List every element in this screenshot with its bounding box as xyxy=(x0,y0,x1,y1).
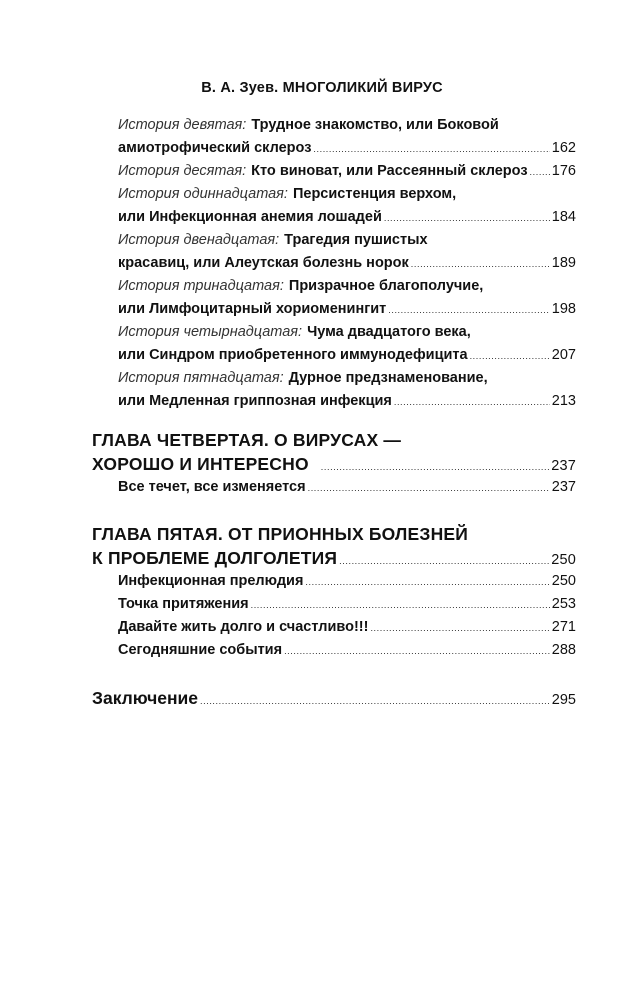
dot-leader xyxy=(388,299,550,321)
dot-leader xyxy=(200,689,550,710)
story-title-line1: Трагедия пушистых xyxy=(284,232,428,248)
chapter-4-title-line2[interactable] xyxy=(92,452,576,476)
story-prefix: История одиннадцатая: xyxy=(118,186,288,202)
section-title: Давайте жить долго и счастливо!!! xyxy=(118,619,369,635)
story-title-line2: или Синдром приобретенного иммунодефицита xyxy=(118,347,468,363)
dot-leader xyxy=(321,455,549,476)
toc-entry-story-9-line1[interactable] xyxy=(92,114,576,137)
dot-leader xyxy=(308,477,550,499)
page-number: 250 xyxy=(551,552,576,568)
story-prefix: История четырнадцатая: xyxy=(118,324,303,340)
page-number: 184 xyxy=(551,209,576,225)
dot-leader xyxy=(384,207,550,229)
chapter-title: ГЛАВА ЧЕТВЕРТАЯ. О ВИРУСАХ — xyxy=(92,430,402,450)
section-title: Сегодняшние события xyxy=(118,642,283,658)
page-number: 162 xyxy=(551,140,576,156)
chapter-4-block xyxy=(92,428,576,499)
page-number: 288 xyxy=(551,642,576,658)
chapter-title-cont: К ПРОБЛЕМЕ ДОЛГОЛЕТИЯ xyxy=(92,548,338,568)
dot-leader xyxy=(339,549,549,570)
dot-leader xyxy=(530,161,550,183)
story-prefix: История тринадцатая: xyxy=(118,278,284,294)
toc-entry-section[interactable] xyxy=(92,476,576,499)
story-title-line2: или Лимфоцитарный хориоменингит xyxy=(118,301,387,317)
page-number: 271 xyxy=(551,619,576,635)
conclusion-title: Заключение xyxy=(92,688,199,708)
story-title-line2: или Медленная гриппозная инфекция xyxy=(118,393,392,409)
dot-leader xyxy=(394,391,550,413)
dot-leader xyxy=(313,138,549,160)
story-title-line1: Дурное предзнаменование, xyxy=(288,370,488,386)
story-title-line1: Чума двадцатого века, xyxy=(307,324,471,340)
page-number: 250 xyxy=(551,573,576,589)
section-title: Все течет, все изменяется xyxy=(118,479,306,495)
stories-block xyxy=(92,114,576,413)
chapter-4-title-line1[interactable] xyxy=(92,428,576,452)
story-title-line1: Кто виноват, или Рассеянный склероз xyxy=(251,163,528,179)
toc-entry-story-14-line1[interactable] xyxy=(92,321,576,344)
page-number: 207 xyxy=(551,347,576,363)
dot-leader xyxy=(370,617,549,639)
toc-entry-section[interactable] xyxy=(92,593,576,616)
toc-entry-story-15-line2[interactable] xyxy=(92,390,576,413)
toc-entry-story-9-line2[interactable] xyxy=(92,137,576,160)
story-prefix: История десятая: xyxy=(118,163,247,179)
story-title-line1: Призрачное благополучие, xyxy=(288,278,484,294)
toc-entry-story-13-line2[interactable] xyxy=(92,298,576,321)
page-number: 213 xyxy=(551,393,576,409)
dot-leader xyxy=(284,640,550,662)
story-prefix: История пятнадцатая: xyxy=(118,370,284,386)
toc-entry-story-10[interactable] xyxy=(92,160,576,183)
toc-entry-story-15-line1[interactable] xyxy=(92,367,576,390)
chapter-title-cont: ХОРОШО И ИНТЕРЕСНО xyxy=(92,454,309,474)
story-prefix: История девятая: xyxy=(118,117,247,133)
dot-leader xyxy=(470,345,550,367)
dot-leader xyxy=(305,571,549,593)
page-number: 295 xyxy=(551,692,576,708)
toc-entry-story-13-line1[interactable] xyxy=(92,275,576,298)
story-title-line2: красавиц, или Алеутская болезнь норок xyxy=(118,255,409,271)
story-prefix: История двенадцатая: xyxy=(118,232,280,248)
toc-entry-conclusion[interactable] xyxy=(92,686,576,710)
dot-leader xyxy=(411,253,550,275)
chapter-title: ГЛАВА ПЯТАЯ. ОТ ПРИОННЫХ БОЛЕЗНЕЙ xyxy=(92,524,469,544)
page-number: 189 xyxy=(551,255,576,271)
chapter-5-block xyxy=(92,522,576,662)
story-title-line2: амиотрофический склероз xyxy=(118,140,312,156)
toc-entry-section[interactable] xyxy=(92,616,576,639)
conclusion-block xyxy=(92,686,576,710)
toc-entry-section[interactable] xyxy=(92,570,576,593)
chapter-5-title-line2[interactable] xyxy=(92,546,576,570)
page-number: 237 xyxy=(551,479,576,495)
toc-entry-section[interactable] xyxy=(92,639,576,662)
page-number: 253 xyxy=(551,596,576,612)
page-number: 198 xyxy=(551,301,576,317)
chapter-5-title-line1[interactable] xyxy=(92,522,576,546)
page-number: 176 xyxy=(551,163,576,179)
toc-entry-story-11-line1[interactable] xyxy=(92,183,576,206)
story-title-line2: или Инфекционная анемия лошадей xyxy=(118,209,382,225)
toc-entry-story-12-line2[interactable] xyxy=(92,252,576,275)
toc-entry-story-11-line2[interactable] xyxy=(92,206,576,229)
toc-entry-story-12-line1[interactable] xyxy=(92,229,576,252)
section-title: Точка притяжения xyxy=(118,596,249,612)
toc-entry-story-14-line2[interactable] xyxy=(92,344,576,367)
running-head: В. А. Зуев. МНОГОЛИКИЙ ВИРУС xyxy=(201,80,443,96)
dot-leader xyxy=(251,594,550,616)
page-number: 237 xyxy=(551,458,576,474)
story-title-line1: Персистенция верхом, xyxy=(292,186,457,202)
section-title: Инфекционная прелюдия xyxy=(118,573,304,589)
story-title-line1: Трудное знакомство, или Боковой xyxy=(251,117,499,133)
